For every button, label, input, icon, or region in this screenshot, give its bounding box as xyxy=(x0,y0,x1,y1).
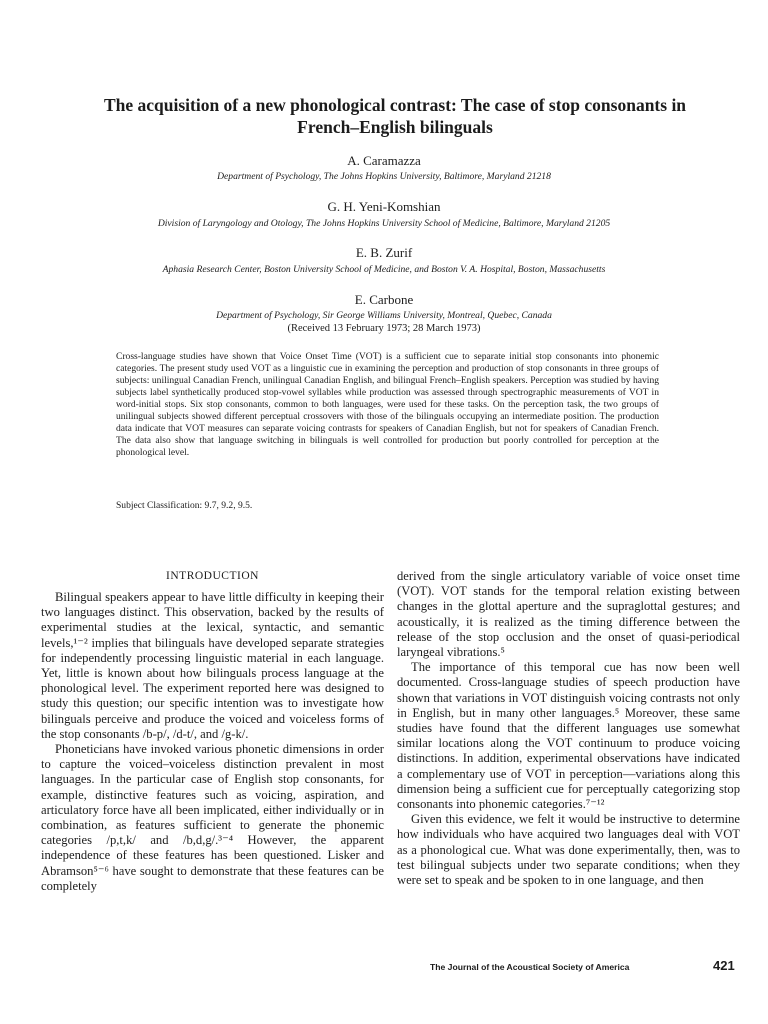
section-heading: INTRODUCTION xyxy=(166,570,259,582)
author-affiliation: Department of Psychology, The Johns Hopkins University, Baltimore, Maryland 21218 xyxy=(217,171,551,182)
author-name: E. Carbone xyxy=(354,292,414,307)
received-date: (Received 13 February 1973; 28 March 1973) xyxy=(287,323,481,334)
author-affiliation: Department of Psychology, Sir George Williams University, Montreal, Quebec, Canada xyxy=(216,310,552,321)
author-affiliation: Division of Laryngology and Otology, The Johns Hopkins University School of Medicine, Baltimore, Maryland 21205 xyxy=(157,218,611,229)
author-name: A. Caramazza xyxy=(347,153,421,168)
right-column xyxy=(397,569,740,888)
author-name: G. H. Yeni-Komshian xyxy=(327,199,441,214)
journal-name: The Journal of the Acoustical Society of America xyxy=(430,962,630,972)
paragraph: Phoneticians have invoked various phonetic dimensions in order to capture the voiced–voiceless distinction prevalent in most languages. In the particular case of English stop consonants, for example, distinctive features such as voicing, aspiration, and articulatory force have all been implicated, either individually or in combination, as features sufficient to generate the phonemic categories /p,t,k/ and /b,d,g/.³⁻⁴ However, the apparent independence of these features has been questioned. Lisker and Abramson⁵⁻⁶ have sought to demonstrate that these features can be completely xyxy=(41,742,384,893)
abstract: Cross-language studies have shown that Voice Onset Time (VOT) is a sufficient cue to separate initial stop consonants into phonemic categories. The present study used VOT as a linguistic cue in examining the perception and production of stop consonants in three groups of subjects: unilingual Canadian French, unilingual Canadian English, and bilingual French–English speakers. Perception was studied by having subjects label synthetically produced stop-vowel syllables while production was assessed through spectrographic measurements of VOT in word-initial stops. Six stop consonants, common to both languages, were used for these tasks. On the perception task, the two groups of unilingual subjects showed different perceptual crossovers with those of the bilinguals occupying an intermediate position. The production data indicate that VOT measures can separate voicing contrasts for speakers of Canadian English, but not for speakers of Canadian French. The data also show that language switching in bilinguals is well controlled for production but poorly controlled for perception at the phonological level. xyxy=(116,351,659,458)
author-affiliation: Aphasia Research Center, Boston University School of Medicine, and Boston V. A. Hospital, Boston, Massachusetts xyxy=(162,264,606,275)
subject-classification: Subject Classification: 9.7, 9.2, 9.5. xyxy=(116,500,253,511)
page-number: 421 xyxy=(713,958,735,973)
paper-title: The acquisition of a new phonological contrast: The case of stop consonants in French–English bilinguals xyxy=(103,95,687,137)
paragraph: Given this evidence, we felt it would be instructive to determine how individuals who have acquired two languages deal with VOT as a phonological cue. What was done experimentally, then, was to test bilingual subjects under two separate conditions; when they were set to speak and be spoken to in one language, and then xyxy=(397,812,740,888)
author-name: E. B. Zurif xyxy=(355,245,413,260)
paragraph: The importance of this temporal cue has now been well documented. Cross-language studies of speech production have shown that variations in VOT distinguish voicing contrasts not only in English, but in many other languages.⁵ Moreover, these same studies have found that the different languages use somewhat similar locations along the VOT continuum to produce voicing distinctions. In addition, experimental observations have indicated a complementary use of VOT in perception—variations along this dimension being a sufficient cue for perceptually categorizing stop consonants into phonemic categories.⁷⁻¹² xyxy=(397,660,740,812)
paragraph: Bilingual speakers appear to have little difficulty in keeping their two languages distinct. This observation, backed by the results of experimental studies at the lexical, syntactic, and semantic levels,¹⁻² implies that bilinguals have developed separate strategies for independently processing linguistic material in each language. Yet, little is known about how bilinguals process language at the phonological level. The experiment reported here was designed to study this question; our specific intention was to investigate how bilinguals perceive and produce the voiced and voiceless forms of the stop consonants /b-p/, /d-t/, and /g-k/. xyxy=(41,590,384,741)
left-column xyxy=(41,569,384,894)
paragraph: derived from the single articulatory variable of voice onset time (VOT). VOT stands for the temporal relation existing between changes in the glottal aperture and the supraglottal gestures; and acoustically, it is realized as the timing difference between the release of the stop occlusion and the onset of quasi-periodical laryngeal vibrations.⁵ xyxy=(397,569,740,660)
